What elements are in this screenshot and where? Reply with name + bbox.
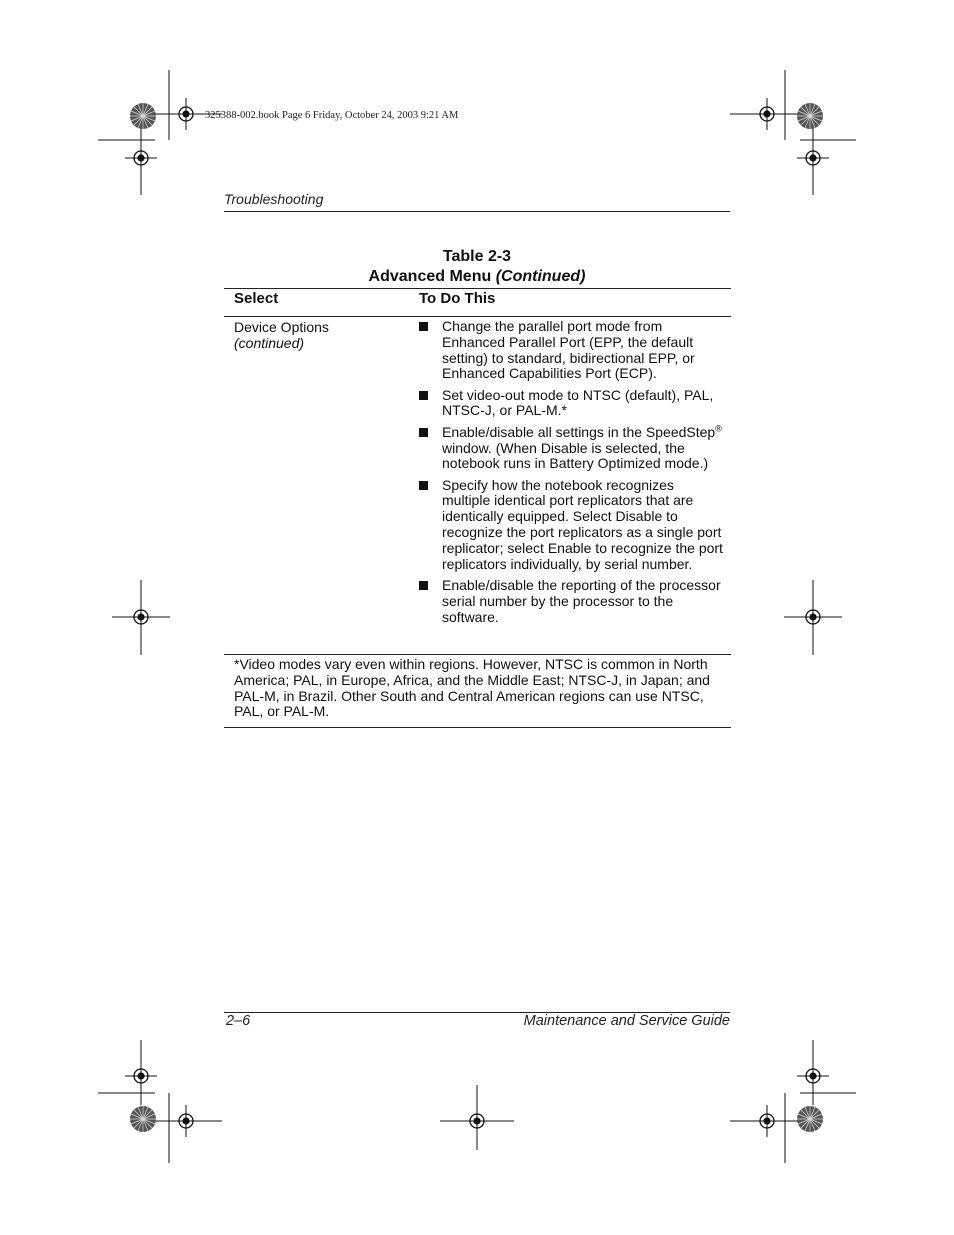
square-bullet-icon (419, 481, 428, 490)
todo-list (419, 319, 725, 631)
square-bullet-icon (419, 391, 428, 400)
select-label: Device Options (234, 319, 329, 335)
list-item (419, 425, 725, 472)
bullet-text: Set video-out mode to NTSC (default), PAL, NTSC-J, or PAL-M.* (442, 386, 714, 419)
select-sublabel: (continued) (234, 335, 305, 351)
book-slug-line: 325388-002.book Page 6 Friday, October 24, 2003 9:21 AM (205, 110, 459, 121)
table-title (224, 267, 730, 287)
starburst-target-icon (130, 1106, 156, 1132)
guide-title: Maintenance and Service Guide (523, 1013, 730, 1029)
list-item (419, 578, 725, 625)
table-header-rule (224, 316, 731, 317)
square-bullet-icon (419, 428, 428, 437)
starburst-target-icon (130, 103, 156, 129)
bullet-text: Specify how the notebook recognizes multiple identical port replicators that are identically equipped. Select Disable to recognize the port replicators as a single port replicator; select Enable to recognize the port replicators individually, by serial number. (442, 476, 723, 572)
table-title-continued: (Continued) (495, 268, 586, 285)
starburst-target-icon (797, 103, 823, 129)
header-rule (224, 211, 730, 212)
table-top-rule (224, 288, 731, 289)
table-caption (224, 247, 730, 287)
bullet-text-cont: window. (When Disable is selected, the notebook runs in Battery Optimized mode.) (442, 439, 709, 472)
list-item (419, 319, 725, 382)
bullet-text: Enable/disable all settings in the SpeedStep (442, 423, 716, 440)
bullet-text: Enable/disable the reporting of the processor serial number by the processor to the software. (442, 576, 721, 625)
square-bullet-icon (419, 581, 428, 590)
column-header-select: Select (234, 290, 279, 307)
table-footnote-rule (224, 654, 731, 655)
column-header-todo: To Do This (419, 290, 496, 307)
registered-mark: ® (715, 423, 722, 434)
table-footnote: *Video modes vary even within regions. However, NTSC is common in North America; PAL, in Europe, Africa, and the Middle East; NTSC-J, in Japan; and PAL-M, in Brazil. Other South and Central American regions can use NTSC, PAL, or PAL-M. (234, 656, 710, 720)
table-title-main: Advanced Menu (368, 268, 492, 285)
square-bullet-icon (419, 322, 428, 331)
running-head: Troubleshooting (224, 191, 324, 207)
list-item (419, 388, 725, 420)
table-number: Table 2-3 (442, 248, 512, 265)
list-item (419, 478, 725, 573)
page-number: 2–6 (226, 1013, 251, 1029)
bullet-text: Change the parallel port mode from Enhanced Parallel Port (EPP, the default setting) to standard, bidirectional EPP, or Enhanced Capabilities Port (ECP). (442, 318, 695, 382)
table-bottom-rule (224, 727, 731, 728)
select-cell (234, 319, 329, 351)
starburst-target-icon (797, 1106, 823, 1132)
